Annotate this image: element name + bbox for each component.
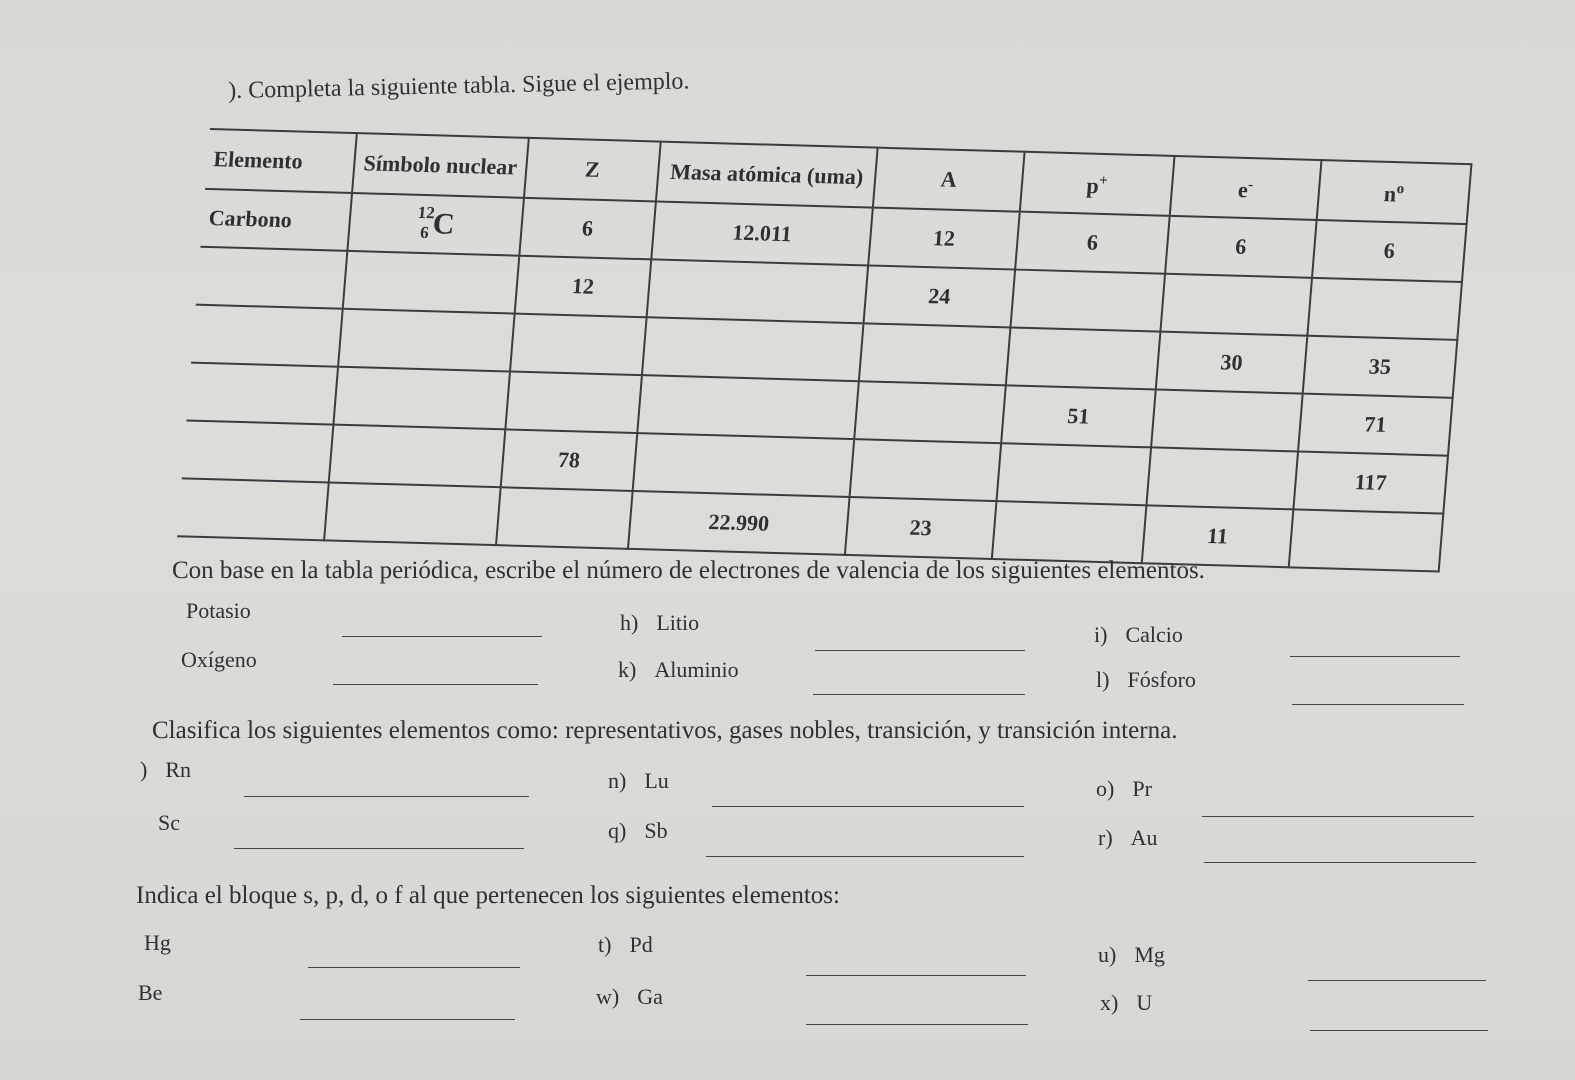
cell-elemento[interactable]	[186, 363, 338, 425]
answer-blank-pr[interactable]	[1202, 816, 1474, 817]
item-h-litio: h) Litio	[620, 610, 700, 635]
exercise-heading-classify: Clasifica los siguientes elementos como: representativos, gases nobles, transición, y transición interna.	[152, 717, 1178, 744]
item-l-fosforo: l) Fósforo	[1096, 667, 1196, 692]
element-table-container	[177, 128, 1472, 573]
item-hg: Hg	[144, 930, 171, 955]
cell-e[interactable]: 11	[1142, 505, 1294, 567]
answer-blank-pd[interactable]	[806, 975, 1026, 976]
answer-blank-lu[interactable]	[712, 806, 1024, 807]
cell-n[interactable]: 71	[1298, 394, 1453, 456]
cell-a[interactable]	[854, 381, 1006, 443]
item-x-u: x) U	[1100, 990, 1153, 1015]
cell-a[interactable]	[850, 439, 1002, 501]
cell-z[interactable]: 12	[515, 256, 652, 318]
answer-blank-oxigeno[interactable]	[333, 684, 538, 685]
answer-blank-ga[interactable]	[806, 1024, 1028, 1025]
cell-simbolo[interactable]	[333, 367, 510, 430]
answer-blank-aluminio[interactable]	[813, 694, 1025, 695]
cell-p[interactable]	[996, 443, 1151, 505]
item-r-au: r) Au	[1098, 825, 1158, 850]
answer-blank-hg[interactable]	[308, 967, 520, 968]
item-w-ga: w) Ga	[596, 984, 663, 1009]
item-i-calcio: i) Calcio	[1094, 622, 1183, 647]
header-elemento: Elemento	[205, 129, 357, 193]
item-be: Be	[138, 980, 163, 1005]
answer-blank-be[interactable]	[300, 1019, 515, 1020]
item-u-mg: u) Mg	[1098, 942, 1165, 967]
item-potasio: Potasio	[186, 598, 251, 623]
cell-z[interactable]	[496, 487, 633, 549]
cell-elemento[interactable]	[196, 247, 348, 309]
cell-simbolo[interactable]	[343, 251, 520, 314]
cell-z[interactable]	[510, 314, 647, 376]
cell-p[interactable]: 6	[1015, 212, 1170, 274]
cell-elemento[interactable]	[191, 305, 343, 367]
item-n-lu: n) Lu	[608, 768, 669, 793]
item-q-sb: q) Sb	[608, 818, 668, 843]
cell-e[interactable]	[1160, 274, 1312, 336]
item-sc: Sc	[158, 810, 180, 835]
cell-masa[interactable]: 12.011	[651, 201, 873, 265]
element-table	[177, 128, 1472, 573]
cell-n[interactable]	[1307, 278, 1462, 340]
answer-blank-litio[interactable]	[815, 650, 1025, 651]
cell-p[interactable]	[992, 501, 1147, 563]
cell-masa[interactable]	[647, 259, 869, 323]
cell-n[interactable]: 35	[1303, 336, 1458, 398]
cell-n[interactable]: 6	[1312, 220, 1467, 282]
answer-blank-rn[interactable]	[244, 796, 529, 797]
header-neutrons: $n^o$	[1317, 160, 1472, 224]
item-rn: ) Rn	[140, 757, 192, 782]
header-protons: p+	[1020, 152, 1175, 216]
cell-simbolo[interactable]	[347, 193, 524, 256]
cell-simbolo[interactable]	[329, 425, 506, 488]
cell-p[interactable]	[1010, 270, 1165, 332]
cell-z[interactable]: 78	[501, 429, 638, 491]
cell-masa[interactable]	[637, 375, 859, 439]
answer-blank-potasio[interactable]	[342, 636, 542, 637]
answer-blank-calcio[interactable]	[1290, 656, 1460, 657]
cell-simbolo[interactable]	[338, 309, 515, 372]
answer-blank-mg[interactable]	[1308, 980, 1486, 981]
cell-masa[interactable]	[633, 433, 855, 497]
cell-elemento[interactable]	[177, 478, 329, 540]
cell-e[interactable]: 6	[1165, 216, 1317, 278]
cell-elemento[interactable]: Carbono	[200, 189, 352, 251]
item-oxigeno: Oxígeno	[181, 647, 257, 672]
cell-e[interactable]: 30	[1156, 332, 1308, 394]
exercise-heading-table: ). Completa la siguiente tabla. Sigue el ejemplo.	[228, 68, 690, 104]
header-masa-atomica: Masa atómica (uma)	[656, 142, 878, 208]
answer-blank-fosforo[interactable]	[1292, 704, 1464, 705]
cell-a[interactable]: 24	[864, 265, 1016, 327]
exercise-heading-valence: Con base en la tabla periódica, escribe el número de electrones de valencia de los siguientes elementos.	[172, 557, 1205, 584]
cell-z[interactable]	[505, 371, 642, 433]
cell-a[interactable]: 23	[845, 497, 997, 559]
cell-e[interactable]	[1151, 390, 1303, 452]
answer-blank-sc[interactable]	[234, 848, 524, 849]
item-o-pr: o) Pr	[1096, 776, 1152, 801]
cell-e[interactable]	[1146, 447, 1298, 509]
header-z: Z	[524, 138, 661, 202]
header-a: A	[873, 148, 1025, 212]
cell-elemento[interactable]	[182, 420, 334, 482]
nuclear-symbol: 12 6 C	[417, 202, 456, 243]
cell-n[interactable]: 117	[1293, 452, 1448, 514]
cell-z[interactable]: 6	[519, 198, 656, 260]
cell-simbolo[interactable]	[324, 482, 501, 545]
header-electrons: e-	[1170, 156, 1322, 220]
cell-n[interactable]	[1289, 509, 1444, 571]
item-k-aluminio: k) Aluminio	[618, 657, 739, 682]
cell-masa[interactable]: 22.990	[628, 491, 850, 555]
header-simbolo-nuclear: Símbolo nuclear	[352, 133, 529, 198]
cell-a[interactable]	[859, 323, 1011, 385]
cell-p[interactable]	[1006, 327, 1161, 389]
cell-a[interactable]: 12	[868, 208, 1020, 270]
answer-blank-u[interactable]	[1310, 1030, 1488, 1031]
item-t-pd: t) Pd	[598, 932, 653, 957]
cell-p[interactable]: 51	[1001, 385, 1156, 447]
answer-blank-sb[interactable]	[706, 856, 1024, 857]
answer-blank-au[interactable]	[1204, 862, 1476, 863]
cell-masa[interactable]	[642, 317, 864, 381]
exercise-heading-block: Indica el bloque s, p, d, o f al que pertenecen los siguientes elementos:	[136, 882, 840, 909]
